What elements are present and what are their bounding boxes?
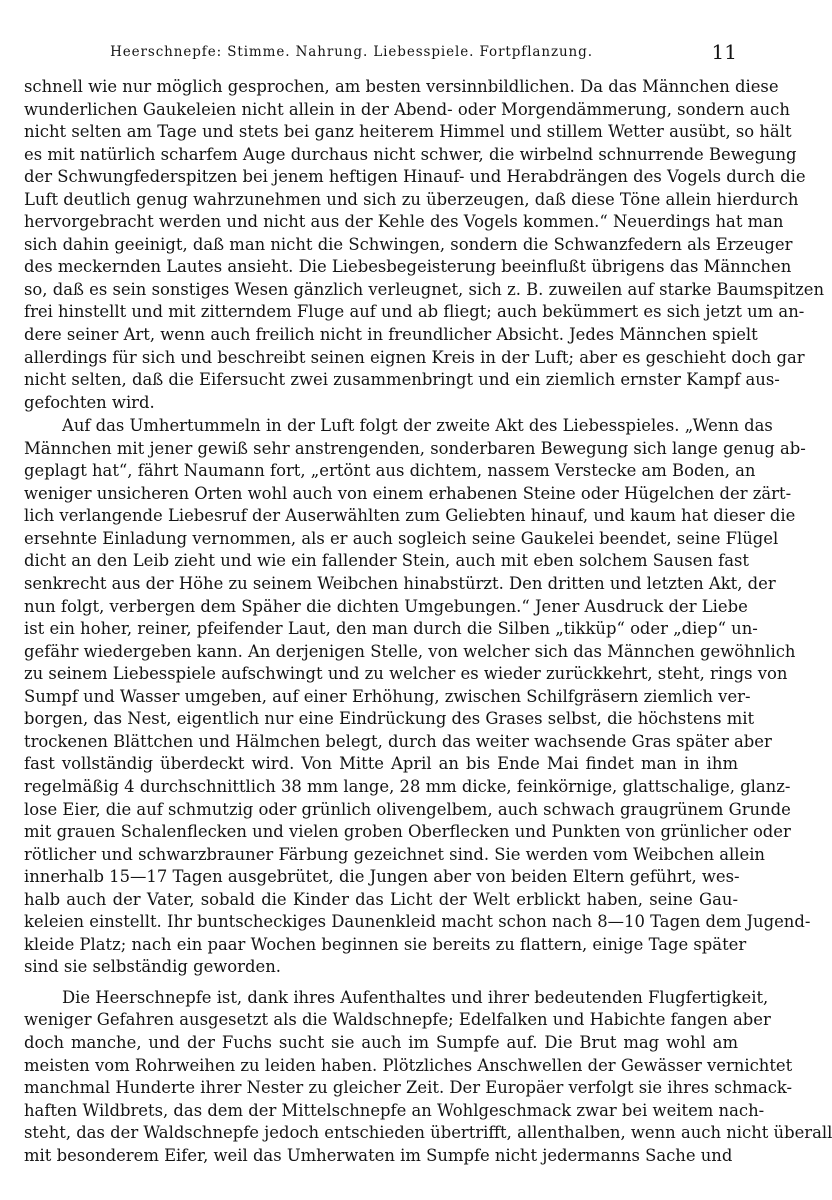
text-line: ist ein hoher, reiner, pfeifender Laut, den man durch die Silben „tikküp“ oder „diep“ un- (24, 619, 758, 639)
text-line: doch manche, und der Fuchs sucht sie auch im Sumpfe auf. Die Brut mag wohl am (24, 1032, 738, 1052)
text-line: des meckernden Lautes ansieht. Die Liebesbegeisterung beeinflußt übrigens das Männchen (24, 257, 792, 277)
text-line: allerdings für sich und beschreibt seinen eignen Kreis in der Luft; aber es geschieht doch gar (24, 347, 805, 367)
text-line: nun folgt, verbergen dem Späher die dichten Umgebungen.“ Jener Ausdruck der Liebe (24, 596, 748, 616)
text-line: weniger unsicheren Orten wohl auch von einem erhabenen Steine oder Hügelchen der zärt- (24, 483, 792, 503)
paragraph (24, 415, 811, 979)
text-line: regelmäßig 4 durchschnittlich 38 mm lange, 28 mm dicke, feinkörnige, glattschalige, glanz- (24, 776, 791, 796)
text-line: dicht an den Leib zieht und wie ein fallender Stein, auch mit eben solchem Sausen fast (24, 551, 749, 571)
text-line: dere seiner Art, wenn auch freilich nicht in freundlicher Absicht. Jedes Männchen spielt (24, 325, 758, 345)
text-line: sind sie selbständig geworden. (24, 957, 281, 977)
page-number: 11 (711, 40, 737, 64)
text-line: geplagt hat“, fährt Naumann fort, „ertönt aus dichtem, nassem Verstecke am Boden, an (24, 461, 756, 481)
text-line: manchmal Hunderte ihrer Nester zu gleicher Zeit. Der Europäer verfolgt sie ihres schmack- (24, 1078, 793, 1098)
text-line: trockenen Blättchen und Hälmchen belegt, durch das weiter wachsende Gras später aber (24, 731, 772, 751)
text-line: Sumpf und Wasser umgeben, auf einer Erhöhung, zwischen Schilfgräsern ziemlich ver- (24, 686, 751, 706)
text-line: fast vollständig überdeckt wird. Von Mitte April an bis Ende Mai findet man in ihm (24, 754, 738, 774)
running-title: Heerschnepfe: Stimme. Nahrung. Liebesspiele. Fortpflanzung. (110, 44, 593, 60)
body-text (24, 76, 832, 1167)
text-line: innerhalb 15—17 Tagen ausgebrütet, die Jungen aber von beiden Eltern geführt, wes- (24, 867, 740, 887)
text-line: zu seinem Liebesspiele aufschwingt und zu welcher es wieder zurückkehrt, steht, rings von (24, 664, 788, 684)
paragraph (24, 987, 832, 1167)
text-line: meisten vom Rohrweihen zu leiden haben. Plötzliches Anschwellen der Gewässer vernichtet (24, 1055, 793, 1075)
text-line: senkrecht aus der Höhe zu seinem Weibchen hinabstürzt. Den dritten und letzten Akt, der (24, 574, 776, 594)
text-line: frei hinstellt und mit zitterndem Fluge auf und ab fliegt; auch bekümmert es sich jetzt um an- (24, 302, 805, 322)
text-line: haften Wildbrets, das dem der Mittelschnepfe an Wohlgeschmack zwar bei weitem nach- (24, 1100, 765, 1120)
text-line: Männchen mit jener gewiß sehr anstrengenden, sonderbaren Bewegung sich lange genug ab- (24, 438, 806, 458)
text-line: es mit natürlich scharfem Auge durchaus nicht schwer, die wirbelnd schnurrende Bewegung (24, 144, 797, 164)
text-line: der Schwungfederspitzen bei jenem heftigen Hinauf- und Herabdrängen des Vogels durch die (24, 167, 806, 187)
text-line: gefähr wiedergeben kann. An derjenigen Stelle, von welcher sich das Männchen gewöhnlich (24, 641, 796, 661)
text-line: weniger Gefahren ausgesetzt als die Waldschnepfe; Edelfalken und Habichte fangen aber (24, 1010, 771, 1030)
text-line: schnell wie nur möglich gesprochen, am besten versinnbildlichen. Da das Männchen diese (24, 77, 779, 96)
text-line: borgen, das Nest, eigentlich nur eine Eindrückung des Grases selbst, die höchstens mit (24, 709, 755, 729)
text-line: steht, das der Waldschnepfe jedoch entschieden übertrifft, allenthalben, wenn auch nicht überall (24, 1123, 832, 1143)
text-line: kleide Platz; nach ein paar Wochen beginnen sie bereits zu flattern, einige Tage später (24, 934, 747, 954)
text-line: lich verlangende Liebesruf der Auserwählten zum Geliebten hinauf, und kaum hat dieser die (24, 506, 796, 526)
text-line: sich dahin geeinigt, daß man nicht die Schwingen, sondern die Schwanzfedern als Erzeuger (24, 234, 793, 254)
text-line: wunderlichen Gaukeleien nicht allein in der Abend- oder Morgendämmerung, sondern auch (24, 99, 790, 119)
text-line: Auf das Umhertummeln in der Luft folgt der zweite Akt des Liebesspieles. „Wenn das (62, 416, 773, 436)
text-line: gefochten wird. (24, 392, 155, 412)
text-line: mit grauen Schalenflecken und vielen groben Oberflecken und Punkten von grünlicher oder (24, 822, 791, 842)
text-line: so, daß es sein sonstiges Wesen gänzlich verleugnet, sich z. B. zuweilen auf starke Baumspitzen (24, 279, 825, 299)
text-line: ersehnte Einladung vernommen, als er auch sogleich seine Gaukelei beendet, seine Flügel (24, 528, 779, 548)
text-line: Luft deutlich genug wahrzunehmen und sich zu überzeugen, daß diese Töne allein hierdurch (24, 189, 799, 209)
text-line: lose Eier, die auf schmutzig oder grünlich olivengelbem, auch schwach graugrünem Grunde (24, 799, 791, 819)
text-line: nicht selten am Tage und stets bei ganz heiterem Himmel und stillem Wetter ausübt, so hält (24, 122, 792, 142)
text-line: rötlicher und schwarzbrauner Färbung gezeichnet sind. Sie werden vom Weibchen allein (24, 844, 765, 864)
text-line: mit besonderem Eifer, weil das Umherwaten im Sumpfe nicht jedermanns Sache und (24, 1145, 733, 1165)
text-line: hervorgebracht werden und nicht aus der Kehle des Vogels kommen.“ Neuerdings hat man (24, 212, 784, 232)
page-header (26, 40, 737, 64)
text-line: keleien einstellt. Ihr buntscheckiges Daunenkleid macht schon nach 8—10 Tagen dem Jugend- (24, 912, 811, 932)
text-line: nicht selten, daß die Eifersucht zwei zusammenbringt und ein ziemlich ernster Kampf aus- (24, 370, 780, 390)
text-line: halb auch der Vater, sobald die Kinder das Licht der Welt erblickt haben, seine Gau- (24, 889, 738, 909)
paragraph (24, 76, 825, 414)
text-line: Die Heerschnepfe ist, dank ihres Aufenthaltes und ihrer bedeutenden Flugfertigkeit, (62, 987, 769, 1007)
